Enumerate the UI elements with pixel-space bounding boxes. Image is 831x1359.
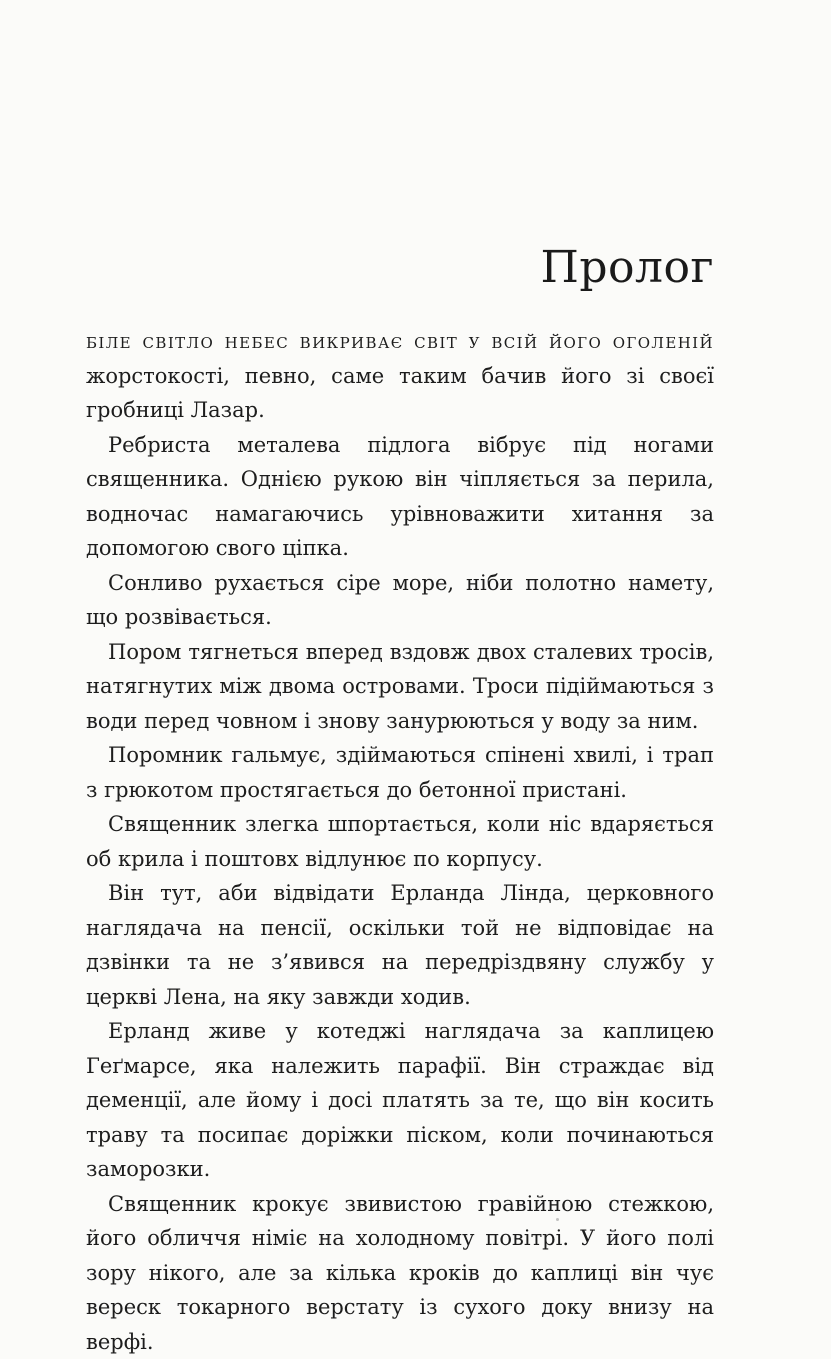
paragraph-9: Священник крокує звивистою гравійною стежкою, його обличчя німіє на холодному повітрі. У його полі зору нікого, але за кілька кроків до каплиці він чує вереск токарного верстату із сухого доку внизу на верфі.	[86, 1187, 714, 1359]
paragraph-2: Ребриста металева підлога вібрує під ногами священника. Однією рукою він чіпляється за перила, водночас намагаючись урівноважити хитання за допомогою свого ціпка.	[86, 428, 714, 566]
paragraph-5: Поромник гальмує, здіймаються спінені хвилі, і трап з грюкотом простягається до бетонної пристані.	[86, 738, 714, 807]
paragraph-6: Священник злегка шпортається, коли ніс вдаряється об крила і поштовх відлунює по корпусу.	[86, 807, 714, 876]
chapter-title: Пролог	[540, 238, 714, 298]
paragraph-8: Ерланд живе у котеджі наглядача за каплицею Геґмарсе, яка належить парафії. Він страждає від деменції, але йому і досі платять за те, що він косить траву та посипає доріжки піском, коли починаються заморозки.	[86, 1014, 714, 1187]
chapter-body	[86, 324, 714, 1359]
lead-in-small-caps: біле світло небес викриває світ у всій його оголеній	[86, 329, 714, 353]
paragraph-3: Сонливо рухається сіре море, ніби полотно намету, що розвівається.	[86, 566, 714, 635]
paragraph-4: Пором тягнеться вперед вздовж двох сталевих тросів, натягнутих між двома островами. Троси підіймаються з води перед човном і знову занурюються у воду за ним.	[86, 635, 714, 739]
paragraph-1-text: жорстокості, певно, саме таким бачив його зі своєї гробниці Лазар.	[86, 364, 714, 423]
paragraph-7: Він тут, аби відвідати Ерланда Лінда, церковного наглядача на пенсії, оскільки той не відповідає на дзвінки та не з’явився на передріздвяну службу у церкві Лена, на яку завжди ходив.	[86, 876, 714, 1014]
paragraph-1	[86, 324, 714, 428]
scan-speck	[556, 1218, 559, 1221]
